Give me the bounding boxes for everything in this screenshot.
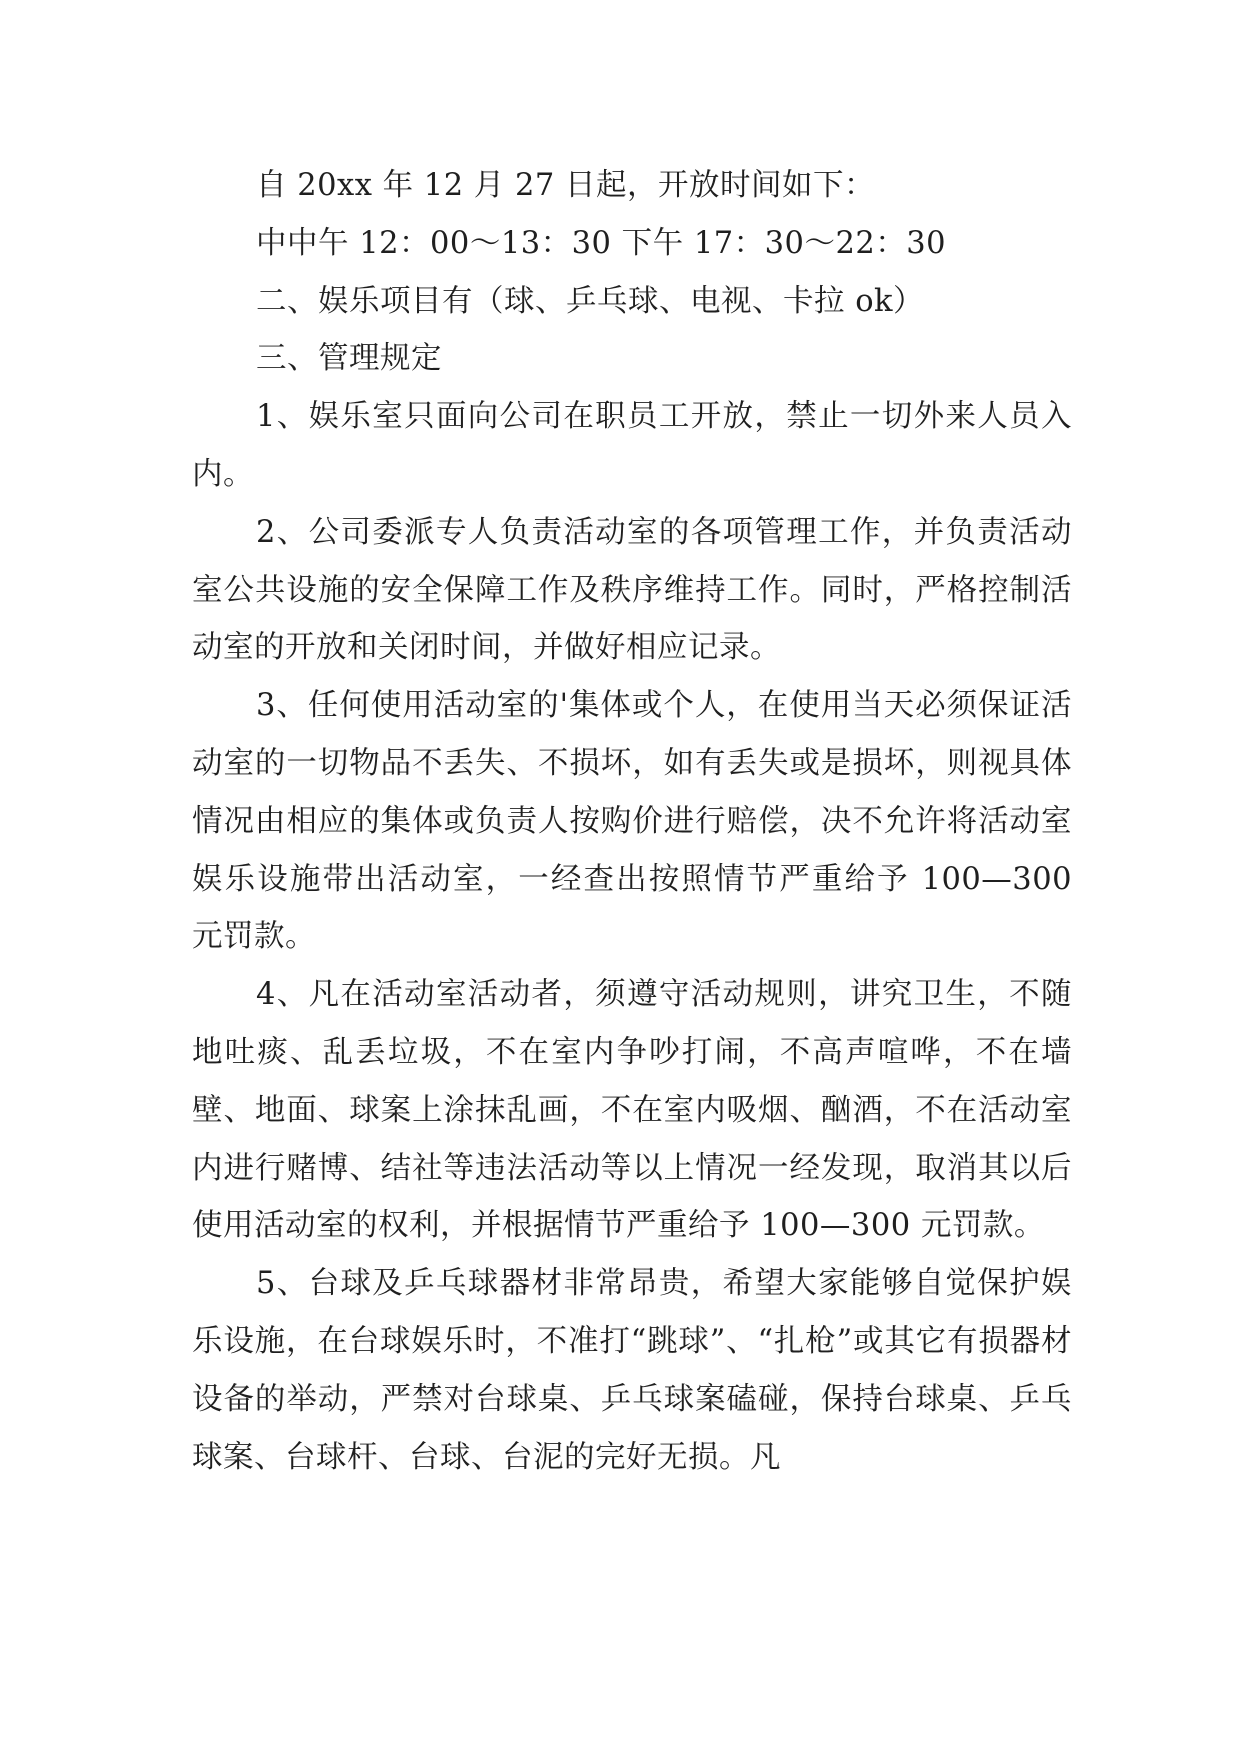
section-three-heading: 三、管理规定 <box>256 341 442 377</box>
opening-hours-times: 中中午 12：00～13：30 下午 17：30～22：30 <box>256 225 947 261</box>
rule-1: 1、娱乐室只面向公司在职员工开放，禁止一切外来人员入内。 <box>192 399 1072 492</box>
opening-hours-intro: 自 20xx 年 12 月 27 日起，开放时间如下： <box>256 168 876 203</box>
document-body <box>192 157 1072 1486</box>
section-two-heading: 二、娱乐项目有（球、乒乓球、电视、卡拉 ok） <box>256 283 925 319</box>
rule-3: 3、任何使用活动室的'集体或个人，在使用当天必须保证活动室的一切物品不丢失、不损坏，如有丢失或是损坏，则视具体情况由相应的集体或负责人按购价进行赔偿，决不允许将活动室娱乐设施带出活动室，一经查出按照情节严重给予 100—300 元罚款。 <box>192 688 1072 955</box>
rule-4: 4、凡在活动室活动者，须遵守活动规则，讲究卫生，不随地吐痰、乱丢垃圾，不在室内争吵打闹，不高声喧哗，不在墙壁、地面、球案上涂抹乱画，不在室内吸烟、酗酒，不在活动室内进行赌博、结社等违法活动等以上情况一经发现，取消其以后使用活动室的权利，并根据情节严重给予 100—300 元罚款。 <box>192 977 1072 1244</box>
rule-5: 5、台球及乒乓球器材非常昂贵，希望大家能够自觉保护娱乐设施，在台球娱乐时，不准打“跳球”、“扎枪”或其它有损器材设备的举动，严禁对台球桌、乒乓球案磕碰，保持台球桌、乒乓球案、台球杆、台球、台泥的完好无损。凡 <box>192 1266 1072 1475</box>
rule-2: 2、公司委派专人负责活动室的各项管理工作，并负责活动室公共设施的安全保障工作及秩序维持工作。同时，严格控制活动室的开放和关闭时间，并做好相应记录。 <box>192 514 1072 666</box>
